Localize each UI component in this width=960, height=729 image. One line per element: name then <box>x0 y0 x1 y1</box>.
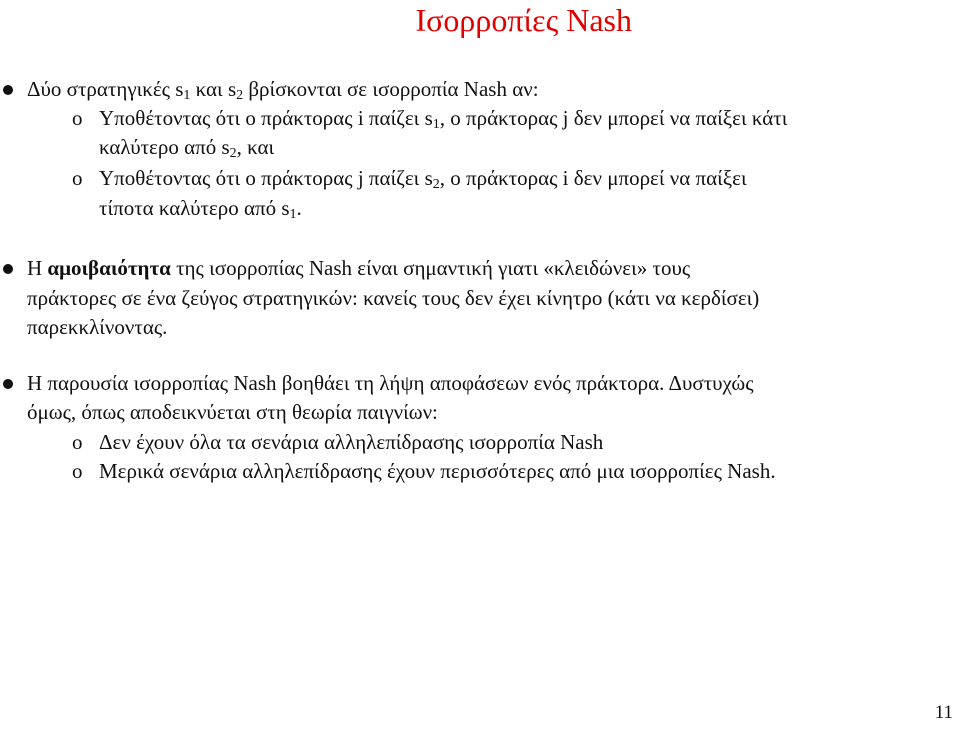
bullet3-line2: όμως, όπως αποδεικνύεται στη θεωρία παιγνίων: <box>27 400 438 424</box>
slide-title: Ισορροπίες Nash <box>415 2 632 38</box>
subbullet-marker: o <box>72 106 83 130</box>
bullet1-sub1-line1: Υποθέτοντας ότι ο πράκτορας i παίζει $s_1$, ο πράκτορας j δεν μπορεί να παίξει κάτι <box>99 106 788 132</box>
bullet2-line2: πράκτορες σε ένα ζεύγος στρατηγικών: κανείς τους δεν έχει κίνητρο (κάτι να κερδίσει) <box>27 286 760 310</box>
bullet1-line: Δύο στρατηγικές $s_1$ και $s_2$ βρίσκονται σε ισορροπία Nash αν: <box>27 77 539 103</box>
bullet3-sub1-line: Δεν έχουν όλα τα σενάρια αλληλεπίδρασης ισορροπία Nash <box>99 430 604 454</box>
subbullet-marker: o <box>72 459 83 483</box>
bullet3-line1: Η παρουσία ισορροπίας Nash βοηθάει τη λήψη αποφάσεων ενός πράκτορα. Δυστυχώς <box>27 371 754 395</box>
subbullet-marker: o <box>72 166 83 190</box>
bullet2-line1: Η αμοιβαιότητα της ισορροπίας Nash είναι σημαντική γιατι «κλειδώνει» τους <box>27 256 691 280</box>
bullet3-sub2-line: Μερικά σενάρια αλληλεπίδρασης έχουν περισσότερες από μια ισορροπίες Nash. <box>99 459 776 483</box>
bullet1-sub1-line2: καλύτερο από $s_2$, και <box>99 135 275 161</box>
bullet2-line3: παρεκκλίνοντας. <box>27 315 168 339</box>
page-number: 11 <box>934 702 953 723</box>
bold-term: αμοιβαιότητα <box>47 256 171 280</box>
bullet1-sub2-line1: Υποθέτοντας ότι ο πράκτορας j παίζει $s_2$, ο πράκτορας i δεν μπορεί να παίξει <box>99 166 747 192</box>
bullet1-sub2-line2: τίποτα καλύτερο από $s_1$. <box>99 196 302 222</box>
subbullet-marker: o <box>72 430 83 454</box>
